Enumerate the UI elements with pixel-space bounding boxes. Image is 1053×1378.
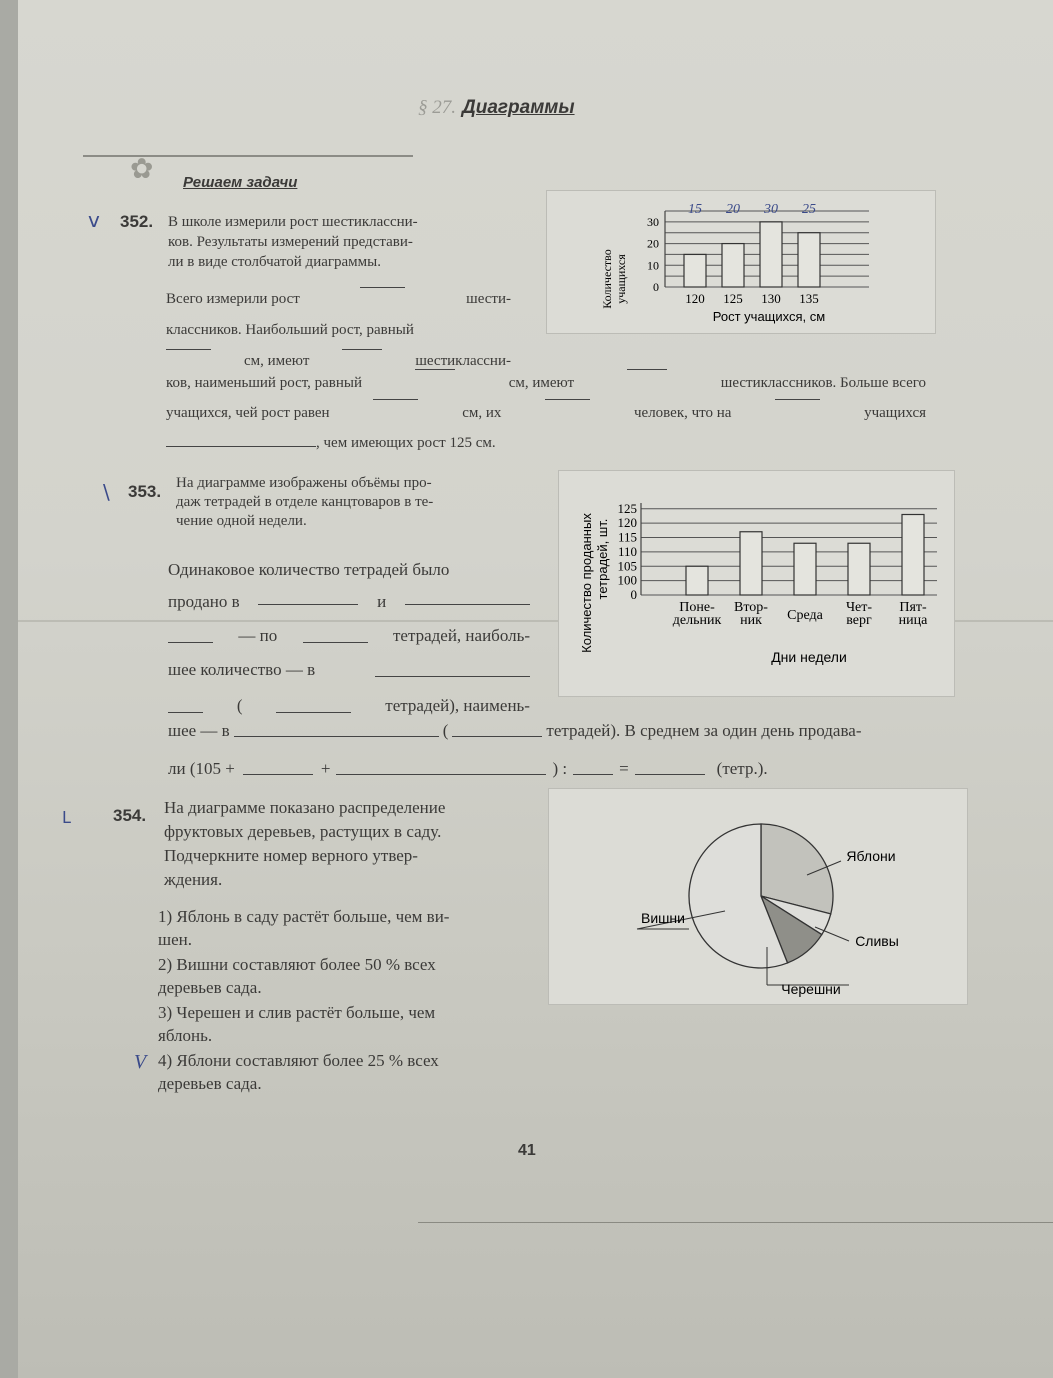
answer-blank[interactable] bbox=[303, 641, 368, 643]
x-tick-label: 135 bbox=[799, 291, 819, 306]
text: = bbox=[619, 759, 629, 778]
x-tick-label: 120 bbox=[685, 291, 705, 306]
bar bbox=[798, 233, 820, 287]
text: тетрадей), наимень- bbox=[385, 696, 530, 715]
body-line bbox=[168, 753, 968, 785]
task-352-body-bottom bbox=[166, 368, 926, 458]
text: (тетр.). bbox=[716, 759, 768, 778]
x-axis-label: Рост учащихся, см bbox=[712, 309, 826, 324]
answer-blank[interactable] bbox=[234, 735, 439, 737]
option-line: деревьев сада. bbox=[158, 978, 262, 997]
text: продано в bbox=[168, 592, 240, 611]
answer-blank[interactable] bbox=[452, 735, 542, 737]
task-number-354: 354. bbox=[113, 806, 147, 825]
answer-blank[interactable] bbox=[166, 445, 316, 447]
check-mark-icon: ᒪ bbox=[62, 808, 71, 827]
bar bbox=[722, 244, 744, 287]
x-tick-label: дельник bbox=[672, 613, 722, 628]
answer-blank[interactable] bbox=[342, 348, 382, 350]
answer-blank[interactable] bbox=[775, 398, 820, 400]
intro-line: Подчеркните номер верного утвер- bbox=[164, 846, 418, 865]
intro-line: На диаграмме изображены объёмы про- bbox=[176, 475, 432, 491]
text: классников. Наибольший рост, равный bbox=[166, 322, 414, 338]
handwritten-values bbox=[688, 202, 816, 217]
answer-blank[interactable] bbox=[276, 711, 351, 713]
intro-line: даж тетрадей в отделе канцтоваров в те- bbox=[176, 494, 434, 510]
answer-blank[interactable] bbox=[627, 368, 667, 370]
x-tick-labels bbox=[685, 291, 819, 306]
section-number: § 27. bbox=[418, 97, 456, 118]
y-axis-label: Количество проданных bbox=[579, 513, 594, 653]
task-354-intro bbox=[164, 796, 544, 892]
text: ( bbox=[236, 696, 243, 715]
answer-blank[interactable] bbox=[168, 711, 203, 713]
y-tick-label: 120 bbox=[617, 515, 637, 531]
option-1[interactable] bbox=[158, 905, 548, 951]
trees-pie-chart bbox=[549, 789, 967, 1004]
section-title: Диаграммы bbox=[462, 97, 575, 118]
handwritten-value: 15 bbox=[688, 202, 702, 217]
pie-label: Черешни bbox=[781, 981, 841, 997]
y-tick-label: 105 bbox=[617, 558, 637, 574]
intro-line: ждения. bbox=[164, 870, 223, 889]
text: ков, наименьший рост, равный bbox=[166, 375, 363, 391]
y-tick-labels bbox=[618, 501, 638, 602]
text: учащихся bbox=[864, 405, 926, 421]
intro-line: В школе измерили рост шестиклассни- bbox=[168, 214, 418, 230]
y-tick-label: 30 bbox=[647, 214, 659, 229]
y-axis-label: тетрадей, шт. bbox=[595, 518, 610, 600]
pie-label: Яблони bbox=[846, 848, 896, 864]
handwritten-value: 30 bbox=[764, 202, 778, 217]
x-tick-label: Чет- bbox=[845, 600, 873, 615]
text: ли (105 + bbox=[168, 759, 235, 778]
x-tick-label: верг bbox=[846, 613, 872, 628]
workbook-page bbox=[18, 0, 1053, 1378]
option-line: 4) Яблони составляют более 25 % всех bbox=[158, 1051, 439, 1070]
option-line: 1) Яблонь в саду растёт больше, чем ви- bbox=[158, 907, 450, 926]
answer-blank[interactable] bbox=[168, 641, 213, 643]
answer-blank[interactable] bbox=[258, 603, 358, 605]
check-mark-icon: \ bbox=[103, 480, 110, 504]
y-tick-label: 20 bbox=[647, 236, 659, 251]
text: шестиклассни- bbox=[415, 353, 511, 369]
body-line bbox=[166, 398, 926, 428]
answer-blank[interactable] bbox=[545, 398, 590, 400]
text: шее количество — в bbox=[168, 660, 316, 679]
bar bbox=[740, 532, 762, 595]
answer-blank[interactable] bbox=[166, 348, 211, 350]
task-354-options bbox=[134, 905, 548, 1095]
bar bbox=[848, 543, 870, 595]
task-number-352: 352. bbox=[120, 212, 154, 231]
text: тетрадей, наиболь- bbox=[392, 626, 530, 645]
answer-blank[interactable] bbox=[243, 773, 313, 775]
y-axis-label: учащихся bbox=[614, 254, 628, 304]
body-line bbox=[168, 715, 968, 747]
task-353-body-bottom bbox=[168, 715, 968, 785]
page-number: 41 bbox=[518, 1142, 536, 1159]
sales-bar-chart bbox=[559, 471, 954, 696]
y-tick-labels bbox=[647, 215, 659, 294]
body-line bbox=[168, 621, 530, 651]
x-tick-label: 130 bbox=[761, 291, 781, 306]
text: + bbox=[320, 759, 331, 778]
banner-title: Решаем задачи bbox=[183, 174, 298, 191]
y-tick-label: 125 bbox=[617, 500, 637, 516]
x-tick-label: 125 bbox=[723, 291, 743, 306]
body-line bbox=[168, 555, 530, 585]
y-tick-label: 10 bbox=[647, 258, 659, 273]
intro-line: ли в виде столбчатой диаграммы. bbox=[168, 254, 381, 270]
option-line: деревьев сада. bbox=[158, 1074, 262, 1093]
x-tick-label: ница bbox=[898, 613, 928, 628]
intro-line: На диаграмме показано распределение bbox=[164, 798, 446, 817]
body-line bbox=[166, 317, 511, 344]
answer-blank[interactable] bbox=[573, 773, 613, 775]
x-axis-label: Дни недели bbox=[771, 649, 847, 665]
text: Всего измерили рост bbox=[166, 291, 300, 307]
task-352-body-top bbox=[166, 286, 511, 375]
answer-blank[interactable] bbox=[375, 675, 530, 677]
chart-pie-box bbox=[548, 788, 968, 1005]
chart-bars bbox=[686, 515, 924, 596]
bee-icon: ✿ bbox=[130, 154, 154, 185]
text: ) : bbox=[552, 759, 568, 778]
text: человек, что на bbox=[634, 405, 732, 421]
task-353-body-top bbox=[168, 555, 530, 721]
x-tick-label: Поне- bbox=[679, 600, 715, 615]
text: тетрадей). В среднем за один день продава- bbox=[546, 721, 862, 740]
x-tick-label: ник bbox=[740, 613, 762, 628]
task-number-353: 353. bbox=[128, 482, 162, 501]
text: учащихся, чей рост равен bbox=[166, 405, 330, 421]
text: см, имеют bbox=[243, 353, 310, 369]
handwritten-value: 25 bbox=[802, 202, 816, 217]
pie-slices bbox=[689, 824, 833, 968]
x-tick-label: Втор- bbox=[734, 600, 768, 615]
y-tick-label: 0 bbox=[630, 587, 637, 602]
chart-height-box bbox=[546, 190, 936, 334]
text: Одинаковое количество тетрадей было bbox=[168, 560, 450, 579]
x-tick-label: Среда bbox=[787, 608, 823, 623]
answer-blank[interactable] bbox=[635, 773, 705, 775]
body-line bbox=[166, 368, 926, 398]
chosen-mark-icon: V bbox=[134, 1051, 147, 1073]
option-2[interactable] bbox=[158, 953, 548, 999]
y-tick-label: 115 bbox=[617, 529, 637, 545]
check-mark-icon: v bbox=[88, 208, 100, 232]
x-tick-label: Пят- bbox=[899, 600, 927, 615]
option-line: 2) Вишни составляют более 50 % всех bbox=[158, 955, 436, 974]
bar bbox=[760, 222, 782, 287]
pie-label: Вишни bbox=[641, 910, 685, 926]
handwritten-value: 20 bbox=[726, 202, 740, 217]
body-line bbox=[168, 587, 530, 617]
answer-blank[interactable] bbox=[360, 286, 405, 288]
option-line: 3) Черешен и слив растёт больше, чем bbox=[158, 1003, 436, 1022]
answer-blank[interactable] bbox=[405, 603, 530, 605]
body-line bbox=[166, 286, 511, 313]
y-tick-label: 110 bbox=[617, 543, 637, 559]
option-3[interactable] bbox=[158, 1001, 548, 1047]
text: — по bbox=[238, 626, 278, 645]
y-tick-label: 0 bbox=[653, 280, 659, 294]
bar bbox=[686, 566, 708, 595]
bottom-rule bbox=[418, 1222, 1053, 1223]
y-tick-label: 100 bbox=[617, 572, 637, 588]
option-4[interactable] bbox=[134, 1049, 548, 1095]
height-bar-chart bbox=[547, 191, 935, 333]
text: см, имеют bbox=[508, 375, 575, 391]
answer-blank[interactable] bbox=[373, 398, 418, 400]
body-line bbox=[168, 655, 530, 685]
bar bbox=[902, 515, 924, 596]
text: шестиклассников. Больше всего bbox=[720, 375, 926, 391]
bar bbox=[684, 254, 706, 287]
text: шее — в bbox=[168, 721, 230, 740]
option-line: яблонь. bbox=[158, 1026, 213, 1045]
task-353-intro bbox=[176, 474, 541, 531]
bar bbox=[794, 543, 816, 595]
task-352-intro bbox=[168, 212, 528, 272]
section-header bbox=[418, 97, 575, 119]
text: см, их bbox=[462, 405, 502, 421]
intro-line: чение одной недели. bbox=[176, 513, 307, 529]
pie-label: Сливы bbox=[855, 933, 899, 949]
x-tick-labels bbox=[673, 600, 928, 628]
text: и bbox=[377, 592, 387, 611]
answer-blank[interactable] bbox=[336, 773, 546, 775]
body-line bbox=[166, 428, 926, 458]
intro-line: ков. Результаты измерений представи- bbox=[168, 234, 413, 250]
text: , чем имеющих рост 125 см. bbox=[316, 435, 496, 451]
answer-blank[interactable] bbox=[415, 368, 455, 370]
chart-sales-box bbox=[558, 470, 955, 697]
intro-line: фруктовых деревьев, растущих в саду. bbox=[164, 822, 442, 841]
text: шести- bbox=[466, 291, 511, 307]
text: ( bbox=[442, 721, 449, 740]
option-line: шен. bbox=[158, 930, 192, 949]
y-axis-label: Количество bbox=[600, 249, 614, 309]
